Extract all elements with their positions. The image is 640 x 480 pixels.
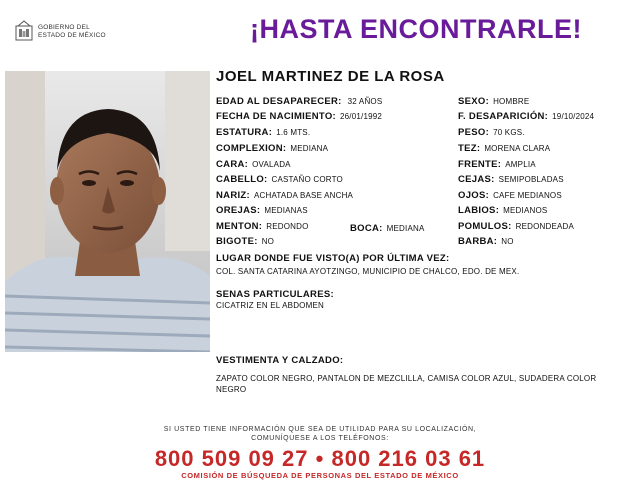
- phone-number-1[interactable]: 800 509 09 27: [154, 446, 309, 471]
- field-label: BARBA:: [458, 236, 498, 247]
- state-seal-icon: [14, 20, 34, 42]
- field-label: OREJAS:: [216, 205, 261, 216]
- field-pomulos: [458, 221, 574, 232]
- person-photo-icon: [5, 71, 210, 352]
- field-label: FRENTE:: [458, 159, 502, 170]
- field-value: 70 KGS.: [493, 128, 525, 137]
- field-peso: [458, 127, 525, 138]
- field-value: NO: [261, 237, 275, 246]
- field-nacimiento: [216, 111, 382, 122]
- clothing-label: VESTIMENTA Y CALZADO:: [216, 355, 344, 366]
- field-cejas: [458, 174, 564, 185]
- field-label: CARA:: [216, 159, 249, 170]
- commission-name: COMISIÓN DE BÚSQUEDA DE PERSONAS DEL ESTADO DE MÉXICO: [181, 471, 459, 480]
- field-value: MEDIANA: [290, 144, 329, 153]
- field-value: REDONDO: [266, 222, 309, 231]
- field-label: NARIZ:: [216, 190, 250, 201]
- field-value: 19/10/2024: [552, 112, 595, 121]
- field-label: OJOS:: [458, 190, 490, 201]
- field-label: CABELLO:: [216, 174, 268, 185]
- field-value: ACHATADA BASE ANCHA: [254, 191, 354, 200]
- field-label: ESTATURA:: [216, 127, 273, 138]
- logo-line-2: ESTADO DE MÉXICO: [38, 31, 106, 39]
- field-ojos: [458, 190, 562, 201]
- field-label: POMULOS:: [458, 221, 512, 232]
- field-value: MEDIANA: [386, 224, 425, 233]
- field-frente: [458, 159, 536, 170]
- field-value: REDONDEADA: [515, 222, 575, 231]
- contact-note: [0, 425, 640, 443]
- last-seen-label: LUGAR DONDE FUE VISTO(A) POR ÚLTIMA VEZ:: [216, 253, 450, 264]
- field-value: 1.6 MTS.: [276, 128, 311, 137]
- field-value: SEMIPOBLADAS: [498, 175, 564, 184]
- phone-separator: •: [315, 446, 325, 471]
- particular-signs-label: SENAS PARTICULARES:: [216, 289, 334, 300]
- field-label: TEZ:: [458, 143, 481, 154]
- field-tez: [458, 143, 550, 154]
- headline: ¡HASTA ENCONTRARLE!: [250, 14, 582, 44]
- logo-line-1: GOBIERNO DEL: [38, 24, 90, 31]
- field-label: FECHA DE NACIMIENTO:: [216, 111, 336, 122]
- field-cabello: [216, 174, 343, 185]
- field-label: COMPLEXION:: [216, 143, 287, 154]
- field-barba: [458, 236, 514, 247]
- field-desaparicion: [458, 111, 594, 122]
- field-label: CEJAS:: [458, 174, 495, 185]
- field-estatura: [216, 127, 310, 138]
- field-label: LABIOS:: [458, 205, 500, 216]
- field-value: AMPLIA: [505, 160, 536, 169]
- field-label: BIGOTE:: [216, 236, 258, 247]
- field-value: 32 AÑOS: [347, 97, 383, 106]
- field-label: EDAD AL DESAPARECER:: [216, 96, 342, 107]
- person-photo: [5, 71, 210, 352]
- field-label: MENTON:: [216, 221, 263, 232]
- field-cara: [216, 159, 291, 170]
- field-menton: [216, 221, 309, 232]
- field-value: 26/01/1992: [340, 112, 383, 121]
- field-value: MEDIANAS: [264, 206, 308, 215]
- field-nariz: [216, 190, 353, 201]
- field-boca: [350, 223, 425, 234]
- field-value: MORENA CLARA: [484, 144, 551, 153]
- field-value: CAFE MEDIANOS: [493, 191, 562, 200]
- clothing-value: ZAPATO COLOR NEGRO, PANTALON DE MEZCLILLA, CAMISA COLOR AZUL, SUDADERA COLOR NEGRO: [216, 374, 597, 394]
- field-bigote: [216, 236, 274, 247]
- field-value: CASTAÑO CORTO: [271, 175, 343, 184]
- field-label: SEXO:: [458, 96, 490, 107]
- field-orejas: [216, 205, 308, 216]
- particular-signs-value: CICATRIZ EN EL ABDOMEN: [216, 301, 324, 310]
- phone-number-2[interactable]: 800 216 03 61: [331, 446, 486, 471]
- field-value: HOMBRE: [493, 97, 530, 106]
- field-value: MEDIANOS: [503, 206, 548, 215]
- person-name: JOEL MARTINEZ DE LA ROSA: [216, 68, 445, 85]
- field-label: PESO:: [458, 127, 490, 138]
- field-sexo: [458, 96, 529, 107]
- field-value: OVALADA: [252, 160, 291, 169]
- field-complexion: [216, 143, 328, 154]
- field-edad: [216, 96, 382, 107]
- logo-text: [38, 24, 106, 39]
- field-labios: [458, 205, 547, 216]
- contact-note-line-2: COMUNÍQUESE A LOS TELÉFONOS:: [251, 435, 389, 442]
- last-seen-value: COL. SANTA CATARINA AYOTZINGO, MUNICIPIO DE CHALCO, EDO. DE MEX.: [216, 267, 520, 276]
- phone-numbers: [0, 446, 640, 472]
- field-label: BOCA:: [350, 223, 383, 234]
- government-logo: [14, 20, 124, 46]
- field-label: F. DESAPARICIÓN:: [458, 111, 549, 122]
- field-value: NO: [501, 237, 514, 246]
- contact-note-line-1: SI USTED TIENE INFORMACIÓN QUE SEA DE UTILIDAD PARA SU LOCALIZACIÓN,: [163, 426, 477, 433]
